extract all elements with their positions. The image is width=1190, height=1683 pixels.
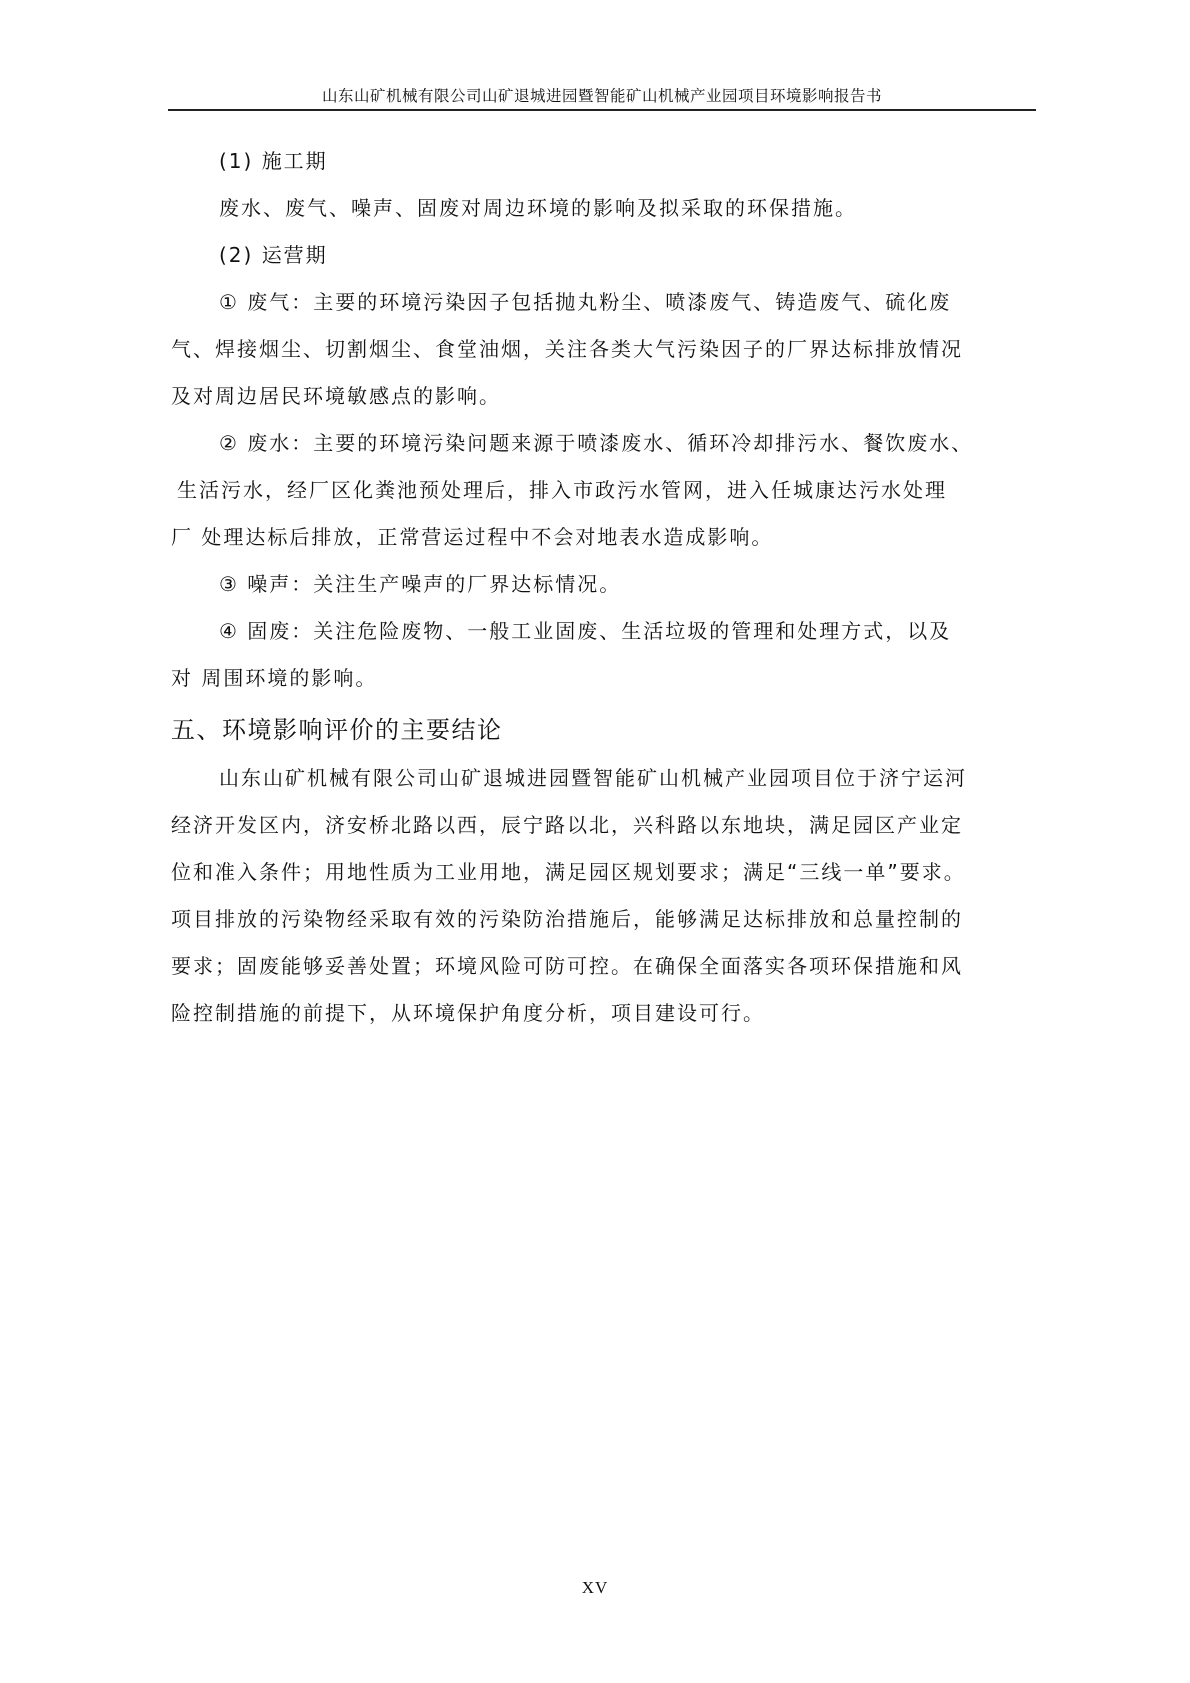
waste-gas-line-1: ① 废气：主要的环境污染因子包括抛丸粉尘、喷漆废气、铸造废气、硫化废 (219, 290, 952, 314)
header-divider (168, 109, 1036, 111)
solid-waste-line-1: ④ 固废：关注危险废物、一般工业固废、生活垃圾的管理和处理方式，以及 (219, 619, 952, 643)
construction-text: 废水、废气、噪声、固废对周边环境的影响及拟采取的环保措施。 (219, 196, 857, 220)
conclusion-line-2: 经济开发区内，济安桥北路以西，辰宁路以北，兴科路以东地块，满足园区产业定 (171, 813, 963, 837)
waste-gas-line-3: 及对周边居民环境敏感点的影响。 (171, 384, 501, 408)
noise-line: ③ 噪声：关注生产噪声的厂界达标情况。 (219, 572, 622, 596)
construction-heading: (1) 施工期 (219, 149, 328, 173)
conclusion-line-6: 险控制措施的前提下，从环境保护角度分析，项目建设可行。 (171, 1001, 765, 1025)
waste-water-line-2: 生活污水，经厂区化粪池预处理后，排入市政污水管网，进入任城康达污水处理 (177, 478, 947, 502)
conclusion-line-5: 要求；固废能够妥善处置；环境风险可防可控。在确保全面落实各项环保措施和风 (171, 954, 963, 978)
waste-water-line-3: 厂 处理达标后排放，正常营运过程中不会对地表水造成影响。 (171, 525, 774, 549)
solid-waste-line-2: 对 周围环境的影响。 (171, 666, 378, 690)
document-header: 山东山矿机械有限公司山矿退城进园暨智能矿山机械产业园项目环境影响报告书 (321, 87, 882, 105)
page-number: XV (581, 1578, 609, 1597)
conclusion-line-1: 山东山矿机械有限公司山矿退城进园暨智能矿山机械产业园项目位于济宁运河 (219, 766, 967, 790)
section-heading: 五、环境影响评价的主要结论 (171, 716, 503, 744)
conclusion-line-3: 位和准入条件；用地性质为工业用地，满足园区规划要求；满足“三线一单”要求。 (171, 860, 966, 884)
operation-heading: (2) 运营期 (219, 243, 328, 267)
conclusion-line-4: 项目排放的污染物经采取有效的污染防治措施后，能够满足达标排放和总量控制的 (171, 907, 963, 931)
waste-water-line-1: ② 废水：主要的环境污染问题来源于喷漆废水、循环冷却排污水、餐饮废水、 (219, 431, 974, 455)
waste-gas-line-2: 气、焊接烟尘、切割烟尘、食堂油烟，关注各类大气污染因子的厂界达标排放情况 (171, 337, 963, 361)
